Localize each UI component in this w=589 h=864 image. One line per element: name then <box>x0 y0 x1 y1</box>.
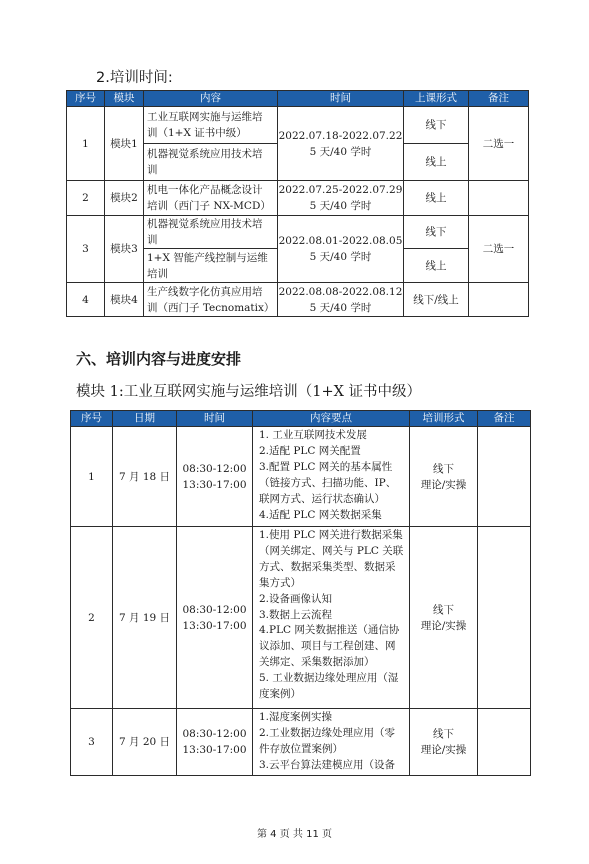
row-time <box>278 283 404 317</box>
header-time: 时间 <box>177 411 253 427</box>
content-line: 训（西门子 Tecnomatix） <box>147 301 275 314</box>
table-row <box>71 427 531 527</box>
time-duration: 5 天/40 学时 <box>309 251 372 263</box>
content-line: 工业互联网实施与运维培 <box>147 111 263 123</box>
content-line: 3.数据上云流程 <box>259 608 333 621</box>
header-form: 上课形式 <box>404 91 469 107</box>
header-module: 模块 <box>105 91 144 107</box>
row-content <box>144 181 278 216</box>
content-line: 培训（西门子 NX-MCD） <box>147 200 271 212</box>
table-row <box>67 181 529 216</box>
section-heading-content-schedule: 六、培训内容与进度安排 <box>76 350 242 368</box>
row-note: 二选一 <box>469 107 529 181</box>
row-form <box>410 527 478 709</box>
row-no: 4 <box>67 283 105 317</box>
row-form: 线下 <box>404 107 469 144</box>
header-key-points: 内容要点 <box>253 411 410 427</box>
time-afternoon: 13:30-17:00 <box>182 743 247 756</box>
content-line: 集方式） <box>259 576 301 589</box>
content-line: 方式、数据采集类型、数据采 <box>259 560 396 573</box>
content-line: 机器视觉系统应用技术培 <box>147 148 263 160</box>
row-content <box>253 709 410 776</box>
row-time <box>177 527 253 709</box>
content-line: 3.云平台算法建模应用（设备 <box>259 758 396 771</box>
row-note: 二选一 <box>469 216 529 283</box>
content-line: 议添加、项目与工程创建、网 <box>259 640 396 653</box>
row-no: 1 <box>71 427 113 527</box>
content-line: 1.湿度案例实操 <box>259 711 333 723</box>
time-range: 2022.08.01-2022.08.05 <box>278 235 403 247</box>
form-mode: 线下 <box>433 727 454 740</box>
content-line: 4.PLC 网关数据推送（通信协 <box>259 624 400 637</box>
row-form: 线下/线上 <box>404 283 469 317</box>
header-date: 日期 <box>113 411 177 427</box>
row-note <box>469 181 529 216</box>
header-form: 培训形式 <box>410 411 478 427</box>
row-module: 模块2 <box>105 181 144 216</box>
row-time <box>278 107 404 181</box>
row-note <box>478 527 531 709</box>
table-header-row <box>71 411 531 427</box>
content-line: 件存放位置案例） <box>259 742 343 755</box>
table-row <box>71 709 531 776</box>
time-range: 2022.07.25-2022.07.29 <box>278 184 403 196</box>
module1-heading: 模块 1:工业互联网实施与运维培训（1+X 证书中级） <box>76 384 422 400</box>
content-line: 2.设备画像认知 <box>259 592 333 605</box>
row-module: 模块3 <box>105 216 144 283</box>
section-heading-training-time: 2.培训时间: <box>96 70 173 86</box>
content-line: 训 <box>147 234 158 246</box>
header-time: 时间 <box>278 91 404 107</box>
row-form: 线上 <box>404 181 469 216</box>
training-time-table <box>66 90 529 317</box>
table-row <box>67 216 529 249</box>
time-morning: 08:30-12:00 <box>182 462 247 475</box>
row-content <box>144 216 278 249</box>
content-line: （网关绑定、网关与 PLC 关联 <box>259 544 404 557</box>
module1-schedule-table <box>70 410 531 776</box>
content-line: 关绑定、采集数据添加） <box>259 656 375 669</box>
content-line: 3.配置 PLC 网关的基本属性 <box>259 460 393 473</box>
row-module: 模块1 <box>105 107 144 181</box>
table-row <box>71 527 531 709</box>
time-morning: 08:30-12:00 <box>182 727 247 740</box>
row-content <box>144 283 278 317</box>
table-row <box>67 283 529 317</box>
row-note <box>478 709 531 776</box>
row-date: 7 月 18 日 <box>113 427 177 527</box>
content-line: 2.工业数据边缘处理应用（零 <box>259 726 396 739</box>
row-form <box>410 427 478 527</box>
content-line: 2.适配 PLC 网关配置 <box>259 444 361 457</box>
content-line: 培训 <box>147 267 168 280</box>
form-mode: 线下 <box>433 603 454 616</box>
content-line: 机电一体化产品概念设计 <box>147 184 263 196</box>
row-content <box>144 144 278 181</box>
row-no: 2 <box>67 181 105 216</box>
header-no: 序号 <box>71 411 113 427</box>
content-line: 度案例） <box>259 688 301 701</box>
time-afternoon: 13:30-17:00 <box>182 619 247 632</box>
time-duration: 5 天/40 学时 <box>309 145 372 158</box>
form-type: 理论/实操 <box>420 743 467 756</box>
content-line: 联网方式、运行状态确认） <box>259 492 385 505</box>
header-note: 备注 <box>478 411 531 427</box>
time-range: 2022.07.18-2022.07.22 <box>278 129 403 142</box>
row-date: 7 月 19 日 <box>113 527 177 709</box>
row-content <box>253 427 410 527</box>
row-time <box>278 181 404 216</box>
content-line: 生产线数字化仿真应用培 <box>147 285 263 298</box>
time-morning: 08:30-12:00 <box>182 603 247 616</box>
row-no: 3 <box>67 216 105 283</box>
form-type: 理论/实操 <box>420 619 467 632</box>
row-form <box>410 709 478 776</box>
row-time <box>177 709 253 776</box>
row-no: 1 <box>67 107 105 181</box>
time-duration: 5 天/40 学时 <box>309 301 372 314</box>
content-line: 训（1+X 证书中级） <box>147 127 247 139</box>
time-afternoon: 13:30-17:00 <box>182 478 247 491</box>
content-line: 训 <box>147 164 158 176</box>
content-line: 5. 工业数据边缘处理应用（湿 <box>259 672 399 685</box>
row-module: 模块4 <box>105 283 144 317</box>
row-content <box>253 527 410 709</box>
row-form: 线下 <box>404 216 469 249</box>
row-content <box>144 249 278 283</box>
content-line: 1. 工业互联网技术发展 <box>259 429 367 441</box>
row-note <box>478 427 531 527</box>
content-line: 1.使用 PLC 网关进行数据采集 <box>259 529 403 541</box>
time-duration: 5 天/40 学时 <box>309 200 372 212</box>
form-type: 理论/实操 <box>420 478 467 491</box>
content-line: （链接方式、扫描功能、IP、 <box>259 476 397 489</box>
row-date: 7 月 20 日 <box>113 709 177 776</box>
row-form: 线上 <box>404 249 469 283</box>
form-mode: 线下 <box>433 462 454 475</box>
header-content: 内容 <box>144 91 278 107</box>
row-note <box>469 283 529 317</box>
row-content <box>144 107 278 144</box>
row-no: 3 <box>71 709 113 776</box>
row-time <box>177 427 253 527</box>
header-note: 备注 <box>469 91 529 107</box>
page-footer: 第 4 页 共 11 页 <box>257 829 332 840</box>
row-time <box>278 216 404 283</box>
time-range: 2022.08.08-2022.08.12 <box>278 285 403 298</box>
header-no: 序号 <box>67 91 105 107</box>
content-line: 机器视觉系统应用技术培 <box>147 218 263 230</box>
row-form: 线上 <box>404 144 469 181</box>
content-line: 4.适配 PLC 网关数据采集 <box>259 508 382 521</box>
row-no: 2 <box>71 527 113 709</box>
content-line: 1+X 智能产线控制与运维 <box>147 251 268 264</box>
table-row <box>67 107 529 144</box>
table-header-row <box>67 91 529 107</box>
